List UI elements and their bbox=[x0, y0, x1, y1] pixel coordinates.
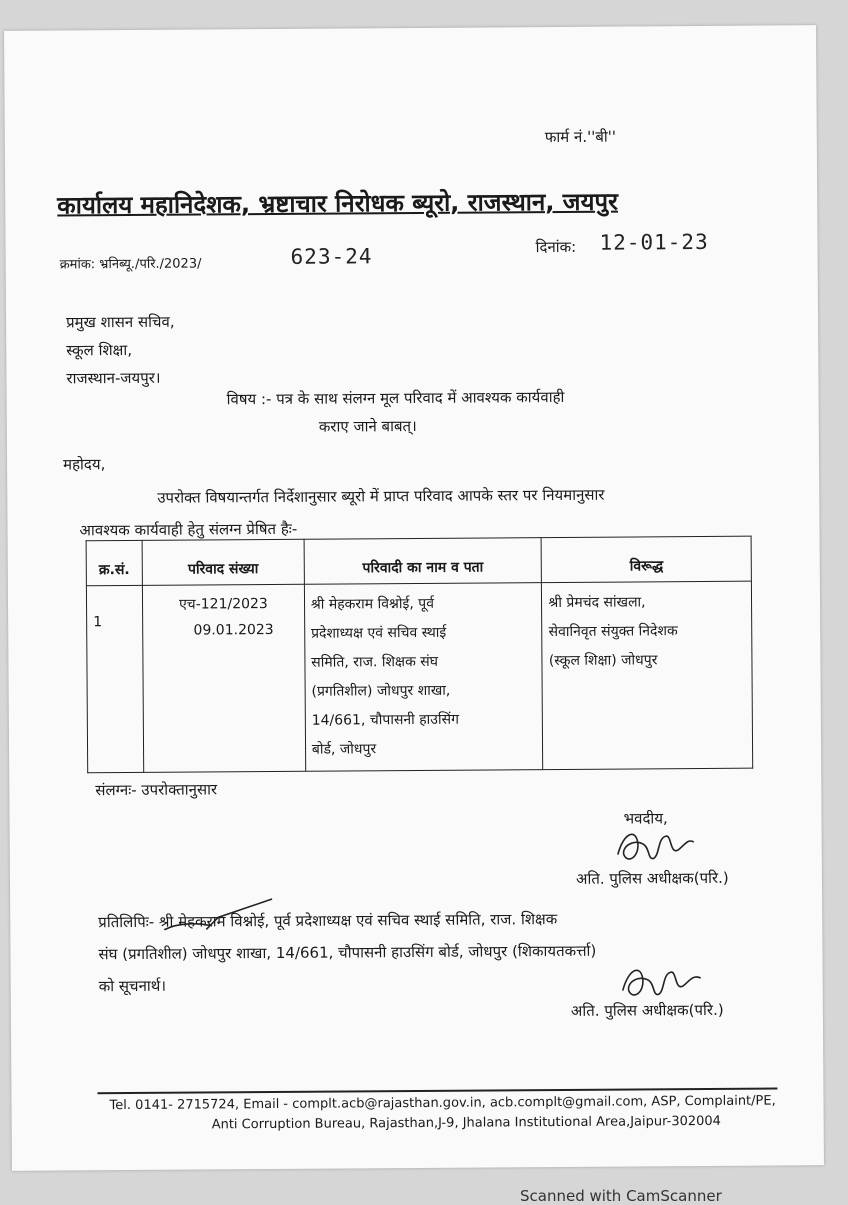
header-against: विरूद्ध bbox=[541, 536, 751, 582]
reference-number-handwritten: 623-24 bbox=[290, 244, 373, 269]
office-heading: कार्यालय महानिदेशक, भ्रष्टाचार निरोधक ब्यूरो, राजस्थान, जयपुर bbox=[57, 187, 619, 220]
date-handwritten: 12-01-23 bbox=[599, 229, 709, 255]
copy-line: संघ (प्रगतिशील) जोधपुर शाखा, 14/661, चौपासनी हाउसिंग बोर्ड, जोधपुर (शिकायतकर्त्ता) bbox=[98, 941, 597, 964]
header-serial: क्र.सं. bbox=[86, 540, 142, 585]
copy-line: को सूचनार्थ। bbox=[98, 976, 167, 996]
against-line: (स्कूल शिक्षा) जोधपुर bbox=[548, 652, 658, 670]
footer-contact-line: Tel. 0141- 2715724, Email - complt.acb@rajasthan.gov.in, acb.complt@gmail.com, ASP, Complaint/PE, bbox=[109, 1093, 776, 1114]
document-page bbox=[4, 25, 824, 1171]
serial-value: 1 bbox=[93, 614, 103, 631]
form-number: फार्म नं.''बी'' bbox=[544, 127, 617, 147]
cell-complaint-number bbox=[142, 584, 305, 772]
header-complaint-number: परिवाद संख्या bbox=[142, 539, 304, 585]
addressee-line: स्कूल शिक्षा, bbox=[66, 340, 133, 360]
reference-label: क्रमांक: भ्रनिब्यू./परि./2023/ bbox=[59, 256, 202, 273]
closing: भवदीय, bbox=[623, 809, 668, 828]
signatory-1: अति. पुलिस अधीक्षक(परि.) bbox=[575, 868, 729, 888]
signature-1 bbox=[610, 824, 700, 873]
table-row bbox=[86, 581, 752, 773]
body-line: उपरोक्त विषयान्तर्गत निर्देशानुसार ब्यूरो में प्राप्त परिवाद आपके स्तर पर नियमानुसार bbox=[157, 485, 605, 507]
enclosure-note: संलग्नः- उपरोक्तानुसार bbox=[95, 780, 218, 800]
header-complainant: परिवादी का नाम व पता bbox=[304, 538, 542, 585]
scanner-watermark: Scanned with CamScanner bbox=[520, 1187, 722, 1205]
complaint-number-value: एच-121/2023 bbox=[178, 596, 268, 613]
against-line: सेवानिवृत संयुक्त निदेशक bbox=[548, 623, 678, 641]
cell-against bbox=[542, 581, 753, 769]
complainant-line: समिति, राज. शिक्षक संघ bbox=[311, 653, 439, 671]
date-label: दिनांक: bbox=[535, 237, 577, 257]
cell-complainant bbox=[304, 583, 543, 772]
signatory-2: अति. पुलिस अधीक्षक(परि.) bbox=[570, 1000, 724, 1020]
cell-serial bbox=[86, 585, 143, 772]
complainant-line: प्रदेशाध्यक्ष एवं सचिव स्थाई bbox=[311, 624, 447, 642]
subject-line: कराए जाने बाबत्। bbox=[318, 416, 417, 436]
footer-address-line: Anti Corruption Bureau, Rajasthan,J-9, Jhalana Institutional Area,Jaipur-302004 bbox=[211, 1113, 721, 1133]
complainant-line: (प्रगतिशील) जोधपुर शाखा, bbox=[311, 682, 451, 700]
subject-line: विषय :- पत्र के साथ संलग्न मूल परिवाद में आवश्यक कार्यवाही bbox=[226, 387, 565, 409]
complainant-line: 14/661, चौपासनी हाउसिंग bbox=[311, 711, 459, 729]
complainant-line: बोर्ड, जोधपुर bbox=[311, 741, 377, 758]
complainant-line: श्री मेहकराम विश्नोई, पूर्व bbox=[310, 595, 435, 613]
salutation: महोदय, bbox=[62, 455, 106, 474]
complaint-table bbox=[86, 536, 754, 774]
addressee-line: प्रमुख शासन सचिव, bbox=[66, 312, 175, 332]
body-line: आवश्यक कार्यवाही हेतु संलग्न प्रेषित हैः- bbox=[79, 519, 298, 540]
complaint-date-value: 09.01.2023 bbox=[193, 621, 274, 639]
table-header-row bbox=[86, 536, 751, 586]
copy-line: प्रतिलिपिः- श्री मेहकराम विश्नोई, पूर्व प्रदेशाध्यक्ष एवं सचिव स्थाई समिति, राज. शिक्षक bbox=[98, 910, 558, 932]
against-line: श्री प्रेमचंद सांखला, bbox=[548, 594, 646, 612]
addressee-line: राजस्थान-जयपुर। bbox=[66, 368, 161, 388]
